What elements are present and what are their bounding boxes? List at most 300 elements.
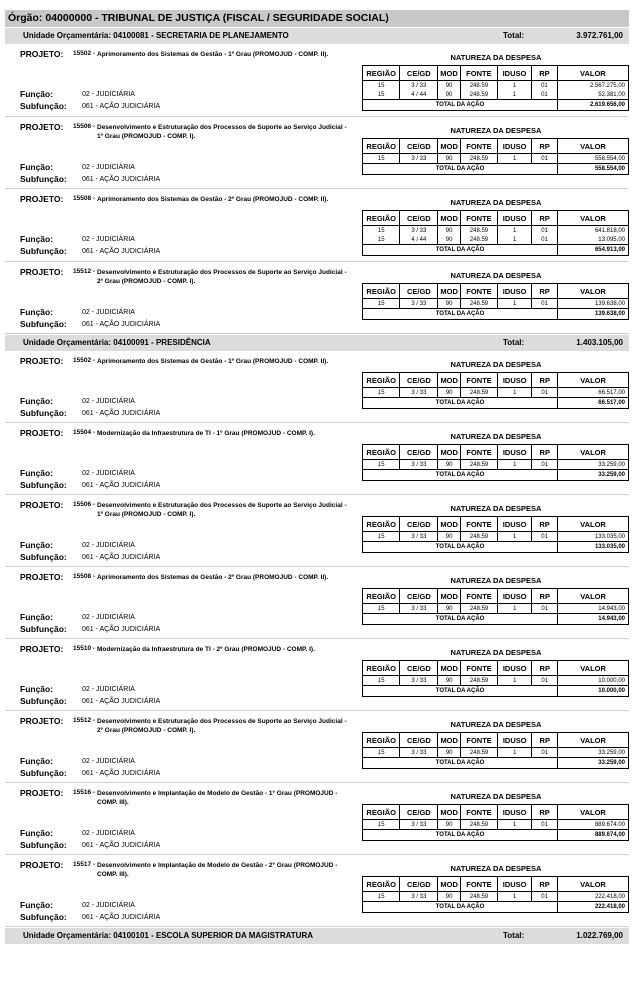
table-cell: 15 (363, 460, 400, 470)
column-header: MOD (438, 373, 461, 388)
table-cell: 3 / 33 (400, 748, 438, 758)
table-row (363, 892, 629, 902)
funcao-label: Função: (20, 828, 54, 838)
column-header: REGIÃO (363, 211, 400, 226)
column-header: VALOR (558, 733, 629, 748)
table-cell: 1 (498, 604, 532, 614)
subfuncao-value: 061 - AÇÃO JUDICIÁRIA (82, 321, 161, 328)
table-cell: 3 / 33 (400, 604, 438, 614)
column-header: REGIÃO (363, 661, 400, 676)
subfuncao-value: 061 - AÇÃO JUDICIÁRIA (82, 176, 161, 183)
column-header: RP (532, 589, 558, 604)
project-title: Desenvolvimento e Estruturação dos Processos de Suporte ao Serviço Judicial - 1º Grau (PROMOJUD - COMP. I). (97, 502, 347, 518)
column-header: RP (532, 66, 558, 81)
despesa-table (362, 138, 629, 175)
table-cell: 248.59 (461, 748, 498, 758)
table-row (363, 748, 629, 758)
column-header: IDUSO (498, 805, 532, 820)
column-header: VALOR (558, 445, 629, 460)
total-acao-label: TOTAL DA AÇÃO (363, 164, 558, 175)
unit-total-value: 1.022.769,00 (576, 931, 623, 940)
table-cell: 1 (498, 299, 532, 309)
table-cell: 248.59 (460, 235, 497, 245)
table-header-row (363, 517, 629, 532)
column-header: IDUSO (498, 139, 532, 154)
table-cell: 15 (363, 892, 400, 902)
table-cell: 90 (438, 892, 461, 902)
table-cell: 15 (363, 226, 400, 236)
total-row (363, 902, 629, 913)
total-acao-value: 66.517,00 (558, 398, 629, 409)
column-header: REGIÃO (363, 445, 400, 460)
column-header: IDUSO (498, 877, 532, 892)
table-cell: 15 (363, 820, 400, 830)
project-label: PROJETO: (20, 572, 64, 582)
table-cell: 1 (498, 676, 532, 686)
total-acao-label: TOTAL DA AÇÃO (363, 470, 558, 481)
column-header: VALOR (558, 211, 629, 226)
funcao-value: 02 - JUDICIÁRIA (82, 309, 135, 316)
despesa-table (362, 732, 629, 769)
project-title: Aprimoramento dos Sistemas de Gestão - 1º Grau (PROMOJUD - COMP. II). (97, 358, 329, 365)
column-header: CE/GD (400, 733, 438, 748)
project-label: PROJETO: (20, 644, 64, 654)
table-cell: 90 (438, 226, 461, 236)
project-code: 15502 - (73, 357, 96, 364)
column-header: IDUSO (498, 445, 532, 460)
table-row (363, 676, 629, 686)
column-header: RP (532, 211, 558, 226)
column-header: RP (532, 661, 558, 676)
table-header-row (363, 877, 629, 892)
table-cell: 01 (532, 532, 558, 542)
table-cell: 33.259,00 (558, 460, 629, 470)
unit-total-label: Total: (503, 31, 525, 40)
column-header: VALOR (558, 589, 629, 604)
subfuncao-label: Subfunção: (20, 624, 67, 634)
funcao-value: 02 - JUDICIÁRIA (82, 236, 135, 243)
project-code: 15502 - (73, 50, 96, 57)
despesa-table (362, 588, 629, 625)
total-acao-label: TOTAL DA AÇÃO (363, 902, 558, 913)
table-cell: 641.818,00 (558, 226, 629, 236)
unit-total-value: 1.403.105,00 (576, 338, 623, 347)
table-cell: 3 / 33 (400, 676, 438, 686)
column-header: RP (532, 733, 558, 748)
subfuncao-label: Subfunção: (20, 246, 67, 256)
unit-name: Unidade Orçamentária: 04100081 - SECRETARIA DE PLANEJAMENTO (23, 31, 289, 40)
table-cell: 248.59 (460, 81, 497, 91)
table-cell: 15 (363, 154, 400, 164)
column-header: FONTE (461, 589, 498, 604)
table-cell: 248.59 (460, 299, 497, 309)
project-label: PROJETO: (20, 860, 64, 870)
units-container (5, 28, 629, 944)
column-header: VALOR (558, 661, 629, 676)
table-row (363, 388, 629, 398)
column-header: IDUSO (498, 517, 532, 532)
table-cell: 3 / 33 (400, 388, 438, 398)
column-header: IDUSO (498, 589, 532, 604)
table-cell: 248.59 (461, 676, 498, 686)
table-row (363, 299, 629, 309)
project-label: PROJETO: (20, 194, 64, 204)
project-code: 15517 - (73, 861, 96, 868)
column-header: MOD (438, 211, 461, 226)
subfuncao-label: Subfunção: (20, 319, 67, 329)
column-header: MOD (438, 661, 461, 676)
subfuncao-value: 061 - AÇÃO JUDICIÁRIA (82, 482, 161, 489)
unit-total-label: Total: (503, 338, 525, 347)
natureza-heading: NATUREZA DA DESPESA (450, 126, 542, 135)
column-header: FONTE (460, 211, 497, 226)
funcao-label: Função: (20, 900, 54, 910)
column-header: VALOR (558, 805, 629, 820)
project-block (5, 351, 629, 423)
table-cell: 1 (497, 81, 531, 91)
table-cell: 1 (498, 820, 532, 830)
column-header: RP (532, 805, 558, 820)
column-header: IDUSO (498, 661, 532, 676)
table-cell: 1 (498, 532, 532, 542)
project-title: Desenvolvimento e Estruturação dos Processos de Suporte ao Serviço Judicial - 2º Grau (PROMOJUD - COMP. I). (97, 269, 347, 285)
project-title: Desenvolvimento e Estruturação dos Processos de Suporte ao Serviço Judicial - 1º Grau (PROMOJUD - COMP. I). (97, 124, 347, 140)
table-row (363, 226, 629, 236)
table-row (363, 81, 629, 91)
column-header: CE/GD (400, 805, 438, 820)
column-header: REGIÃO (363, 877, 400, 892)
project-block (5, 117, 629, 189)
table-cell: 15 (363, 299, 400, 309)
column-header: CE/GD (400, 373, 438, 388)
column-header: CE/GD (400, 589, 438, 604)
column-header: CE/GD (400, 139, 438, 154)
natureza-heading: NATUREZA DA DESPESA (450, 792, 542, 801)
funcao-label: Função: (20, 307, 54, 317)
column-header: CE/GD (400, 211, 438, 226)
total-acao-value: 133.035,00 (558, 542, 629, 553)
column-header: FONTE (460, 877, 497, 892)
column-header: RP (532, 373, 558, 388)
natureza-heading: NATUREZA DA DESPESA (450, 720, 542, 729)
total-row (363, 758, 629, 769)
column-header: VALOR (558, 373, 629, 388)
project-label: PROJETO: (20, 788, 64, 798)
funcao-value: 02 - JUDICIÁRIA (82, 686, 135, 693)
table-cell: 248.59 (460, 820, 497, 830)
project-title: Aprimoramento dos Sistemas de Gestão - 2º Grau (PROMOJUD - COMP. II). (97, 574, 329, 581)
table-cell: 01 (532, 299, 558, 309)
table-cell: 3 / 33 (400, 81, 438, 91)
total-acao-value: 654.913,00 (558, 245, 629, 256)
table-cell: 1 (498, 388, 532, 398)
project-title: Desenvolvimento e Estruturação dos Processos de Suporte ao Serviço Judicial - 2º Grau (PROMOJUD - COMP. I). (97, 718, 347, 734)
table-cell: 90 (438, 235, 461, 245)
table-header-row (363, 445, 629, 460)
table-cell: 248.59 (460, 226, 497, 236)
table-header-row (363, 805, 629, 820)
column-header: FONTE (461, 445, 498, 460)
funcao-label: Função: (20, 540, 54, 550)
column-header: MOD (438, 733, 461, 748)
column-header: RP (532, 139, 558, 154)
total-row (363, 614, 629, 625)
table-cell: 3 / 33 (400, 460, 438, 470)
total-acao-value: 10.000,00 (558, 686, 629, 697)
table-header-row (363, 66, 629, 81)
natureza-heading: NATUREZA DA DESPESA (450, 864, 542, 873)
table-cell: 90 (438, 81, 461, 91)
column-header: RP (532, 877, 558, 892)
column-header: IDUSO (497, 66, 531, 81)
total-acao-label: TOTAL DA AÇÃO (363, 245, 558, 256)
orgao-header: Órgão: 04000000 - TRIBUNAL DE JUSTIÇA (FISCAL / SEGURIDADE SOCIAL) (5, 10, 629, 27)
total-row (363, 100, 629, 111)
total-row (363, 686, 629, 697)
table-cell: 10.000,00 (558, 676, 629, 686)
subfuncao-value: 061 - AÇÃO JUDICIÁRIA (82, 103, 161, 110)
column-header: FONTE (460, 139, 497, 154)
column-header: RP (532, 284, 558, 299)
table-cell: 248.59 (461, 460, 498, 470)
funcao-value: 02 - JUDICIÁRIA (82, 614, 135, 621)
column-header: CE/GD (400, 66, 438, 81)
table-cell: 2.567.275,00 (557, 81, 628, 91)
table-cell: 3 / 33 (400, 820, 438, 830)
subfuncao-value: 061 - AÇÃO JUDICIÁRIA (82, 770, 161, 777)
project-block (5, 44, 629, 117)
total-row (363, 398, 629, 409)
table-cell: 01 (532, 154, 558, 164)
table-cell: 3 / 33 (400, 154, 438, 164)
despesa-table (362, 372, 629, 409)
project-block (5, 711, 629, 783)
table-cell: 248.59 (460, 892, 497, 902)
table-cell: 15 (363, 388, 400, 398)
project-code: 15506 - (73, 501, 96, 508)
project-code: 15510 - (73, 645, 96, 652)
subfuncao-label: Subfunção: (20, 101, 67, 111)
total-acao-label: TOTAL DA AÇÃO (363, 686, 558, 697)
total-acao-label: TOTAL DA AÇÃO (363, 398, 558, 409)
column-header: MOD (438, 66, 461, 81)
funcao-label: Função: (20, 89, 54, 99)
table-cell: 01 (532, 388, 558, 398)
project-code: 15506 - (73, 123, 96, 130)
total-acao-label: TOTAL DA AÇÃO (363, 542, 558, 553)
table-header-row (363, 661, 629, 676)
despesa-table (362, 876, 629, 913)
natureza-heading: NATUREZA DA DESPESA (450, 432, 542, 441)
subfuncao-value: 061 - AÇÃO JUDICIÁRIA (82, 626, 161, 633)
total-acao-value: 558.554,00 (558, 164, 629, 175)
table-cell: 4 / 44 (400, 90, 438, 100)
table-cell: 222.418,00 (558, 892, 629, 902)
subfuncao-value: 061 - AÇÃO JUDICIÁRIA (82, 248, 161, 255)
column-header: IDUSO (498, 284, 532, 299)
table-cell: 14.943,00 (558, 604, 629, 614)
table-row (363, 820, 629, 830)
project-block (5, 262, 629, 334)
column-header: IDUSO (498, 373, 532, 388)
total-acao-label: TOTAL DA AÇÃO (363, 309, 558, 320)
column-header: VALOR (558, 517, 629, 532)
project-label: PROJETO: (20, 500, 64, 510)
table-header-row (363, 211, 629, 226)
column-header: VALOR (558, 139, 629, 154)
total-row (363, 542, 629, 553)
table-cell: 15 (363, 532, 400, 542)
project-block (5, 855, 629, 927)
natureza-heading: NATUREZA DA DESPESA (450, 648, 542, 657)
project-title: Modernização da Infraestrutura de TI - 2º Grau (PROMOJUD - COMP. I). (97, 646, 315, 653)
column-header: CE/GD (400, 284, 438, 299)
table-cell: 133.035,00 (558, 532, 629, 542)
project-title: Aprimoramento dos Sistemas de Gestão - 2º Grau (PROMOJUD - COMP. II). (97, 196, 329, 203)
project-label: PROJETO: (20, 122, 64, 132)
project-title: Aprimoramento dos Sistemas de Gestão - 1º Grau (PROMOJUD - COMP. II). (97, 51, 329, 58)
table-cell: 90 (438, 154, 461, 164)
unit-total-value: 3.972.761,00 (576, 31, 623, 40)
subfuncao-value: 061 - AÇÃO JUDICIÁRIA (82, 410, 161, 417)
total-acao-value: 33.259,00 (558, 470, 629, 481)
funcao-value: 02 - JUDICIÁRIA (82, 902, 135, 909)
table-cell: 248.59 (460, 532, 497, 542)
subfuncao-value: 061 - AÇÃO JUDICIÁRIA (82, 554, 161, 561)
table-header-row (363, 373, 629, 388)
column-header: FONTE (460, 517, 497, 532)
column-header: REGIÃO (363, 805, 400, 820)
table-cell: 01 (532, 892, 558, 902)
unit-header (5, 335, 629, 351)
total-acao-value: 222.418,00 (558, 902, 629, 913)
natureza-heading: NATUREZA DA DESPESA (450, 360, 542, 369)
table-cell: 1 (498, 748, 532, 758)
column-header: MOD (438, 284, 461, 299)
natureza-heading: NATUREZA DA DESPESA (450, 198, 542, 207)
table-cell: 248.59 (461, 388, 498, 398)
funcao-label: Função: (20, 612, 54, 622)
table-header-row (363, 733, 629, 748)
table-cell: 01 (532, 226, 558, 236)
total-row (363, 164, 629, 175)
table-cell: 3 / 33 (400, 892, 438, 902)
project-block (5, 639, 629, 711)
natureza-heading: NATUREZA DA DESPESA (450, 271, 542, 280)
column-header: FONTE (461, 661, 498, 676)
table-cell: 1 (498, 154, 532, 164)
funcao-value: 02 - JUDICIÁRIA (82, 164, 135, 171)
despesa-table (362, 516, 629, 553)
subfuncao-label: Subfunção: (20, 696, 67, 706)
funcao-value: 02 - JUDICIÁRIA (82, 758, 135, 765)
table-cell: 90 (438, 460, 461, 470)
subfuncao-label: Subfunção: (20, 768, 67, 778)
column-header: REGIÃO (363, 589, 400, 604)
table-cell: 01 (532, 604, 558, 614)
unit-header (5, 928, 629, 944)
funcao-value: 02 - JUDICIÁRIA (82, 398, 135, 405)
table-cell: 90 (438, 532, 461, 542)
project-code: 15508 - (73, 573, 96, 580)
column-header: CE/GD (400, 445, 438, 460)
table-cell: 3 / 33 (400, 532, 438, 542)
budget-document (5, 10, 629, 944)
project-label: PROJETO: (20, 428, 64, 438)
natureza-heading: NATUREZA DA DESPESA (450, 504, 542, 513)
despesa-table (362, 444, 629, 481)
column-header: CE/GD (400, 661, 438, 676)
column-header: FONTE (461, 373, 498, 388)
project-label: PROJETO: (20, 49, 64, 59)
column-header: RP (532, 517, 558, 532)
natureza-heading: NATUREZA DA DESPESA (450, 576, 542, 585)
subfuncao-label: Subfunção: (20, 840, 67, 850)
table-header-row (363, 139, 629, 154)
total-row (363, 830, 629, 841)
column-header: REGIÃO (363, 517, 400, 532)
table-cell: 3 / 33 (400, 226, 438, 236)
table-cell: 1 (498, 226, 532, 236)
despesa-table (362, 65, 629, 111)
project-label: PROJETO: (20, 356, 64, 366)
table-cell: 33.259,00 (558, 748, 629, 758)
table-cell: 01 (532, 748, 558, 758)
despesa-table (362, 660, 629, 697)
table-cell: 90 (438, 388, 461, 398)
table-cell: 248.59 (460, 154, 497, 164)
table-cell: 90 (438, 676, 461, 686)
project-code: 15508 - (73, 195, 96, 202)
natureza-heading: NATUREZA DA DESPESA (450, 53, 542, 62)
table-row (363, 235, 629, 245)
total-acao-value: 889.674,00 (558, 830, 629, 841)
column-header: FONTE (461, 733, 498, 748)
column-header: IDUSO (498, 211, 532, 226)
column-header: MOD (438, 517, 461, 532)
table-cell: 90 (438, 604, 461, 614)
table-row (363, 604, 629, 614)
funcao-label: Função: (20, 756, 54, 766)
column-header: CE/GD (400, 877, 438, 892)
column-header: VALOR (557, 66, 628, 81)
table-cell: 01 (532, 676, 558, 686)
column-header: VALOR (558, 877, 629, 892)
project-label: PROJETO: (20, 267, 64, 277)
table-cell: 248.59 (460, 90, 497, 100)
project-block (5, 567, 629, 639)
total-acao-label: TOTAL DA AÇÃO (363, 830, 558, 841)
column-header: MOD (438, 805, 461, 820)
column-header: FONTE (460, 66, 497, 81)
subfuncao-label: Subfunção: (20, 480, 67, 490)
table-cell: 139.638,00 (558, 299, 629, 309)
project-block (5, 495, 629, 567)
subfuncao-label: Subfunção: (20, 912, 67, 922)
table-row (363, 90, 629, 100)
table-cell: 01 (532, 81, 558, 91)
table-cell: 01 (532, 235, 558, 245)
total-row (363, 470, 629, 481)
project-label: PROJETO: (20, 716, 64, 726)
table-cell: 90 (438, 90, 461, 100)
funcao-value: 02 - JUDICIÁRIA (82, 91, 135, 98)
column-header: RP (532, 445, 558, 460)
table-cell: 15 (363, 81, 400, 91)
unit-header (5, 28, 629, 44)
table-cell: 15 (363, 748, 400, 758)
column-header: MOD (438, 877, 461, 892)
